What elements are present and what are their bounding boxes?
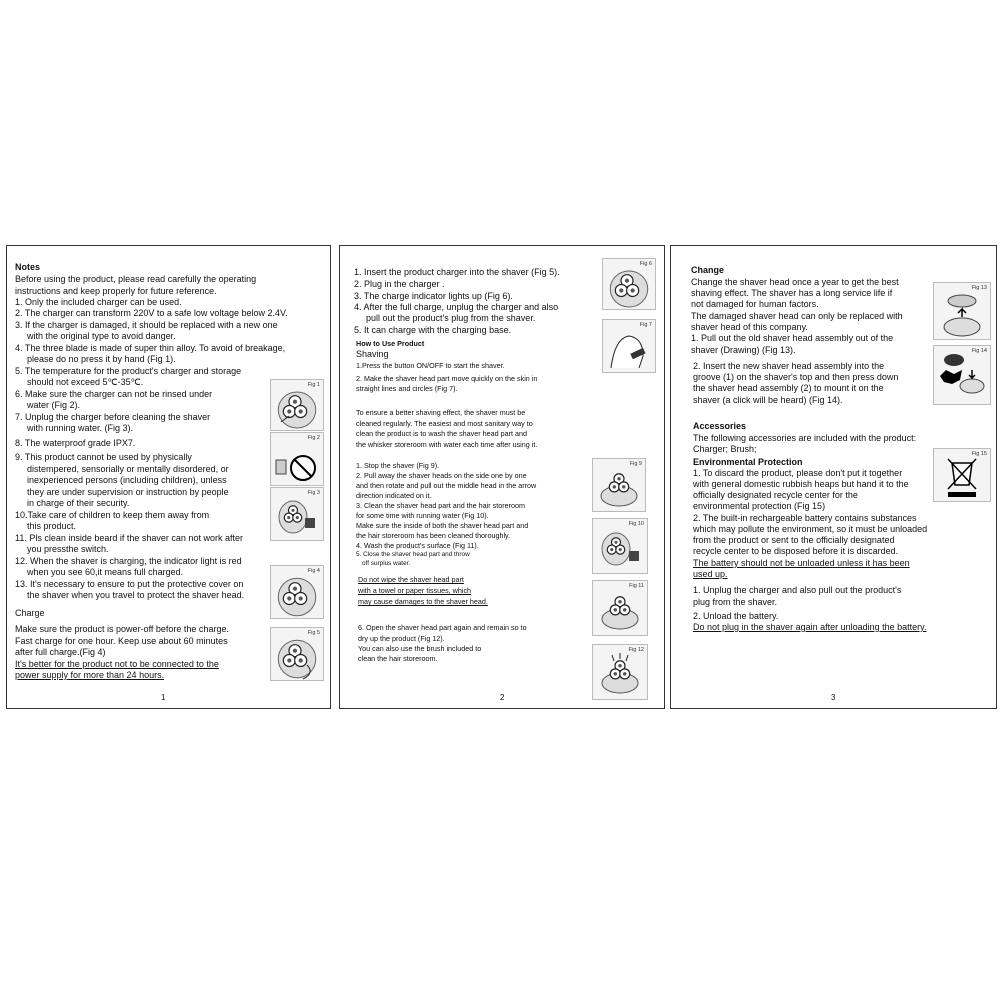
text-line: shaver (Drawing) (Fig 13). <box>691 345 796 355</box>
text-line: distempered, sensorially or mentally disordered, or <box>27 464 229 474</box>
text-line: with a towel or paper tissues, which <box>358 586 472 595</box>
figure-illustration <box>592 518 648 574</box>
text-line: with the original type to avoid danger. <box>27 331 176 341</box>
text-line: with running water. (Fig 3). <box>27 423 134 433</box>
text-line: please do no press it by hand (Fig 1). <box>27 354 176 364</box>
text-line: plug from the shaver. <box>693 597 778 607</box>
text-line: Charger; Brush; <box>693 444 757 454</box>
text-line: pull out the product's plug from the shaver. <box>366 313 536 323</box>
text-line: Accessories <box>693 421 747 431</box>
text-line: direction indicated on it. <box>356 491 432 500</box>
text-line: 2. Unload the battery. <box>693 611 779 621</box>
text-line: 1. To discard the product, please don't put it together <box>693 468 903 478</box>
figure-illustration <box>933 282 991 340</box>
figure-caption: Fig 7 <box>639 322 652 328</box>
text-line: Change the shaver head once a year to get the best <box>691 277 899 287</box>
figure-caption: Fig 4 <box>307 568 320 574</box>
text-line: Do not plug in the shaver again after unloading the battery. <box>693 622 927 632</box>
text-line: The damaged shaver head can only be replaced with <box>691 311 903 321</box>
text-line: for some time with running water (Fig 10). <box>356 511 489 520</box>
text-line: 7. Unplug the charger before cleaning the shaver <box>15 412 211 422</box>
text-line: 10.Take care of children to keep them away from <box>15 510 210 520</box>
text-line: cleaned regularly. The easiest and most sanitary way to <box>356 419 533 428</box>
text-line: 3. Clean the shaver head part and the hair storeroom <box>356 501 526 510</box>
text-line: Charge <box>15 608 45 618</box>
text-line: inexperienced persons (including children), unless <box>27 475 227 485</box>
text-line: 1.Press the button ON/OFF to start the shaver. <box>356 361 505 370</box>
text-line: 1. Only the included charger can be used. <box>15 297 182 307</box>
figure-illustration <box>270 432 324 486</box>
text-line: 9. This product cannot be used by physically <box>15 452 192 462</box>
text-line: from the product or sent to the officially designated <box>693 535 895 545</box>
text-line: 3. If the charger is damaged, it should be replaced with a new one <box>15 320 278 330</box>
text-line: Change <box>691 265 725 275</box>
text-line: the whisker storeroom with water each time after using it. <box>356 440 538 449</box>
figure-caption: Fig 15 <box>971 451 987 457</box>
text-line: 13. It's necessary to ensure to put the protective cover on <box>15 579 244 589</box>
figure-illustration <box>602 258 656 310</box>
text-line: which may pollute the environment, so it must be unloaded <box>693 524 928 534</box>
text-line: 2. Insert the new shaver head assembly into the <box>693 361 885 371</box>
text-line: 1. Unplug the charger and also pull out the product's <box>693 585 902 595</box>
text-line: 2. Make the shaver head part move quickly on the skin in <box>356 374 538 383</box>
text-line: 5. It can charge with the charging base. <box>354 325 512 335</box>
figure-illustration <box>270 565 324 619</box>
text-line: Before using the product, please read carefully the operating <box>15 274 257 284</box>
text-line: 2. The built-in rechargeable battery contains substances <box>693 513 917 523</box>
text-line: environmental protection (Fig 15) <box>693 501 826 511</box>
text-line: you pressthe switch. <box>27 544 109 554</box>
figure-caption: Fig 2 <box>307 435 320 441</box>
shaver-drawing-icon <box>593 581 647 635</box>
figure-caption: Fig 1 <box>307 382 320 388</box>
text-line: may cause damages to the shaver head. <box>358 597 488 606</box>
text-line: 4. Wash the product's surface (Fig 11). <box>356 541 479 550</box>
text-line: with general domestic rubbish heaps but hand it to the <box>693 479 909 489</box>
text-line: not damaged for human factors. <box>691 299 819 309</box>
text-line: Make sure the inside of both the shaver head part and <box>356 521 529 530</box>
text-line: 1. Pull out the old shaver head assembly out of the <box>691 333 894 343</box>
figure-illustration <box>933 345 991 405</box>
figure-caption: Fig 10 <box>628 521 644 527</box>
text-line: after full charge.(Fig 4) <box>15 647 106 657</box>
text-line: 5. The temperature for the product's charger and storage <box>15 366 242 376</box>
text-line: instructions and keep properly for future reference. <box>15 286 217 296</box>
text-line: Make sure the product is power-off before the charge. <box>15 624 229 634</box>
text-line: 2. Pull away the shaver heads on the side one by one <box>356 471 527 480</box>
text-line: How to Use Product <box>356 339 425 348</box>
figure-illustration <box>592 644 648 700</box>
figure-caption: Fig 9 <box>629 461 642 467</box>
text-line: the shaver head assembly (2) to mount it on the <box>693 383 884 393</box>
text-line: off surplus water. <box>362 560 411 567</box>
text-line: should not exceed 5℃-35℃. <box>27 377 144 387</box>
figure-illustration <box>592 458 646 512</box>
text-line: clean the product is to wash the shaver head part and <box>356 429 528 438</box>
text-line: Do not wipe the shaver head part <box>358 575 464 584</box>
text-line: Environmental Protection <box>693 457 803 467</box>
text-line: they are under supervision or instruction by people <box>27 487 229 497</box>
manual-page-1 <box>6 245 331 709</box>
page-number: 3 <box>831 693 836 702</box>
text-line: officially designated recycle center for the <box>693 490 858 500</box>
text-line: and then rotate and pull out the middle head in the arrow <box>356 481 537 490</box>
shaver-drawing-icon <box>934 283 990 339</box>
figure-illustration <box>270 627 324 681</box>
figure-illustration <box>592 580 648 636</box>
text-line: this product. <box>27 521 77 531</box>
text-line: The following accessories are included with the product: <box>693 433 917 443</box>
text-line: the hair storeroom has been cleaned thoroughly. <box>356 531 511 540</box>
text-line: clean the hair storeroom. <box>358 654 438 663</box>
text-line: 5. Close the shaver head part and throw <box>356 551 470 558</box>
text-line: 1. Insert the product charger into the shaver (Fig 5). <box>354 267 560 277</box>
figure-caption: Fig 14 <box>971 348 987 354</box>
text-line: shaving effect. The shaver has a long service life if <box>691 288 893 298</box>
text-line: 2. The charger can transform 220V to a safe low voltage below 2.4V. <box>15 308 288 318</box>
text-line: It's better for the product not to be connected to the <box>15 659 219 669</box>
text-line: The battery should not be unloaded unless it has been <box>693 558 910 568</box>
page-number: 2 <box>500 693 505 702</box>
text-line: when you see 60,it means full charged. <box>27 567 184 577</box>
text-line: in charge of their security. <box>27 498 130 508</box>
shaver-drawing-icon <box>934 346 990 404</box>
text-line: groove (1) on the shaver's top and then press down <box>693 372 899 382</box>
figure-illustration <box>933 448 991 502</box>
text-line: straight lines and circles (Fig 7). <box>356 384 458 393</box>
figure-illustration <box>270 487 324 541</box>
page-number: 1 <box>161 693 166 702</box>
text-line: shaver (a click will be heard) (Fig 14). <box>693 395 843 405</box>
text-line: 6. Open the shaver head part again and remain so to <box>358 623 527 632</box>
text-line: power supply for more than 24 hours. <box>15 670 165 680</box>
text-line: 8. The waterproof grade IPX7. <box>15 438 136 448</box>
text-line: 11. Pls clean inside beard if the shaver can not work after <box>15 533 243 543</box>
shaver-drawing-icon <box>593 519 647 573</box>
text-line: To ensure a better shaving effect, the shaver must be <box>356 408 526 417</box>
figure-caption: Fig 12 <box>628 647 644 653</box>
text-line: water (Fig 2). <box>27 400 81 410</box>
text-line: 1. Stop the shaver (Fig 9). <box>356 461 440 470</box>
text-line: Shaving <box>356 349 389 359</box>
text-line: shaver head of this company. <box>691 322 808 332</box>
text-line: used up. <box>693 569 728 579</box>
text-line: 6. Make sure the charger can not be rinsed under <box>15 389 213 399</box>
manual-page-2 <box>339 245 665 709</box>
text-line: You can also use the brush included to <box>358 644 482 653</box>
text-line: recycle center to be disposed before it is discarded. <box>693 546 899 556</box>
manual-page-3 <box>670 245 997 709</box>
figure-caption: Fig 3 <box>307 490 320 496</box>
text-line: dry up the product (Fig 12). <box>358 634 445 643</box>
text-line: 4. The three blade is made of super thin alloy. To avoid of breakage, <box>15 343 286 353</box>
figure-illustration <box>602 319 656 373</box>
text-line: Fast charge for one hour. Keep use about 60 minutes <box>15 636 228 646</box>
figure-illustration <box>270 379 324 431</box>
figure-caption: Fig 13 <box>971 285 987 291</box>
text-line: the shaver when you travel to protect the shaver head. <box>27 590 245 600</box>
figure-caption: Fig 11 <box>629 583 644 589</box>
figure-caption: Fig 6 <box>639 261 652 267</box>
text-line: 2. Plug in the charger . <box>354 279 445 289</box>
figure-caption: Fig 5 <box>307 630 320 636</box>
text-line: 3. The charge indicator lights up (Fig 6). <box>354 291 513 301</box>
text-line: 4. After the full charge, unplug the charger and also <box>354 302 559 312</box>
text-line: 12. When the shaver is charging, the indicator light is red <box>15 556 242 566</box>
shaver-drawing-icon <box>593 645 647 699</box>
text-line: Notes <box>15 262 41 272</box>
